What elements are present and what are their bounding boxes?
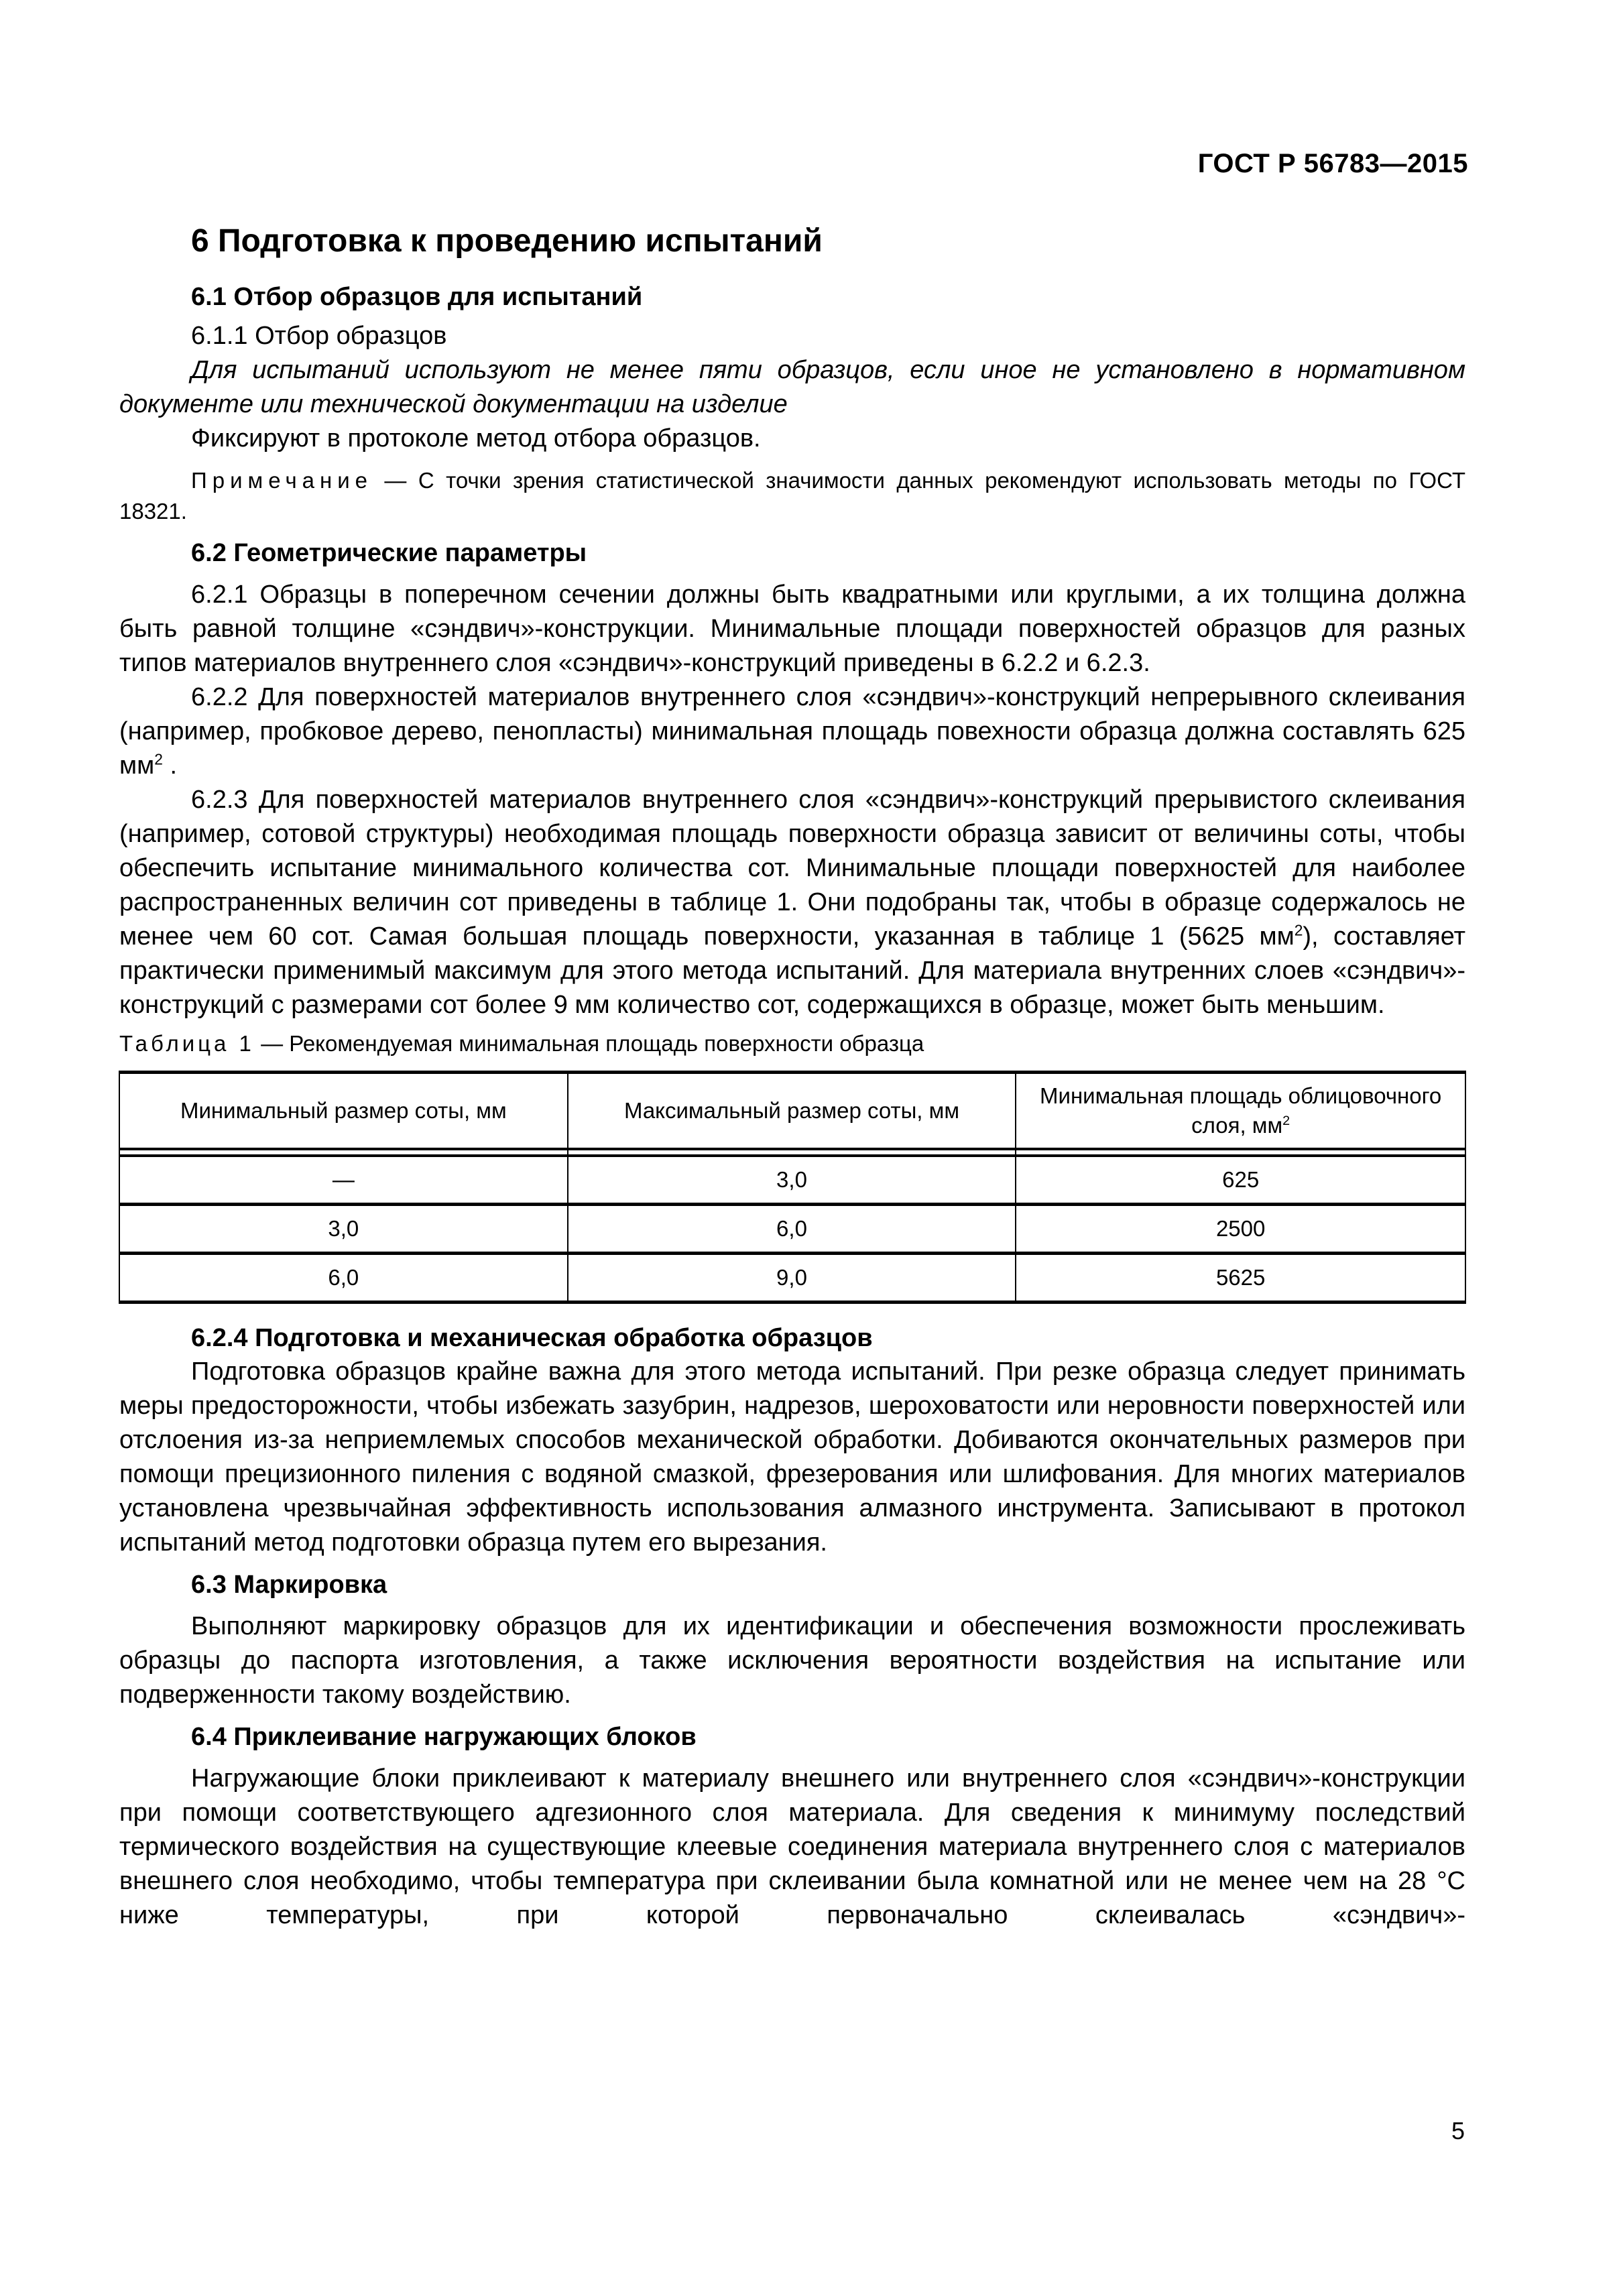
table-1-caption — [119, 1029, 1465, 1059]
table-cell: 6,0 — [119, 1254, 568, 1303]
note — [119, 465, 1465, 527]
table-cell: 9,0 — [568, 1254, 1016, 1303]
table-row — [119, 1254, 1465, 1303]
table-cell: 3,0 — [119, 1205, 568, 1254]
section-6-title: 6 Подготовка к проведению испытаний — [191, 223, 823, 259]
paragraph-6-2-1: 6.2.1 Образцы в поперечном сечении должны быть квадратными или круглыми, а их толщина должна быть равной толщине «сэндвич»-конструкции. Минимальные площади поверхностей образцов для разных типов материалов внутреннего слоя «сэндвич»-конструкций приведены в 6.2.2 и 6.2.3. — [119, 581, 1465, 677]
sampling-italic-text: Для испытаний используют не менее пяти образцов, если иное не установлено в нормативном документе или технической документации на изделие — [119, 356, 1465, 418]
superscript: 2 — [1294, 921, 1303, 939]
table-cell: 6,0 — [568, 1205, 1016, 1254]
section-6-3-title: 6.3 Маркировка — [191, 1571, 387, 1599]
subsection-6-1-1-title: 6.1.1 Отбор образцов — [191, 322, 447, 350]
table-row — [119, 1205, 1465, 1254]
paragraph-6-2-3-end: ), составляет практически применимый максимум для этого метода испытаний. Для материала внутренних слоев «сэндвич»-конструкций с размерами сот более 9 мм количество сот, содержащихся в образце, может быть меньшим. — [119, 922, 1465, 1019]
paragraph-6-3: Выполняют маркировку образцов для их идентификации и обеспечения возможности прослеживать образцы до паспорта изготовления, а также исключения вероятности воздействия на испытание или подверженности такому воздействию. — [119, 1612, 1465, 1709]
page-number: 5 — [1451, 2117, 1465, 2144]
paragraph-6-2-2 — [119, 680, 1465, 783]
column-header-min-area — [1016, 1073, 1465, 1150]
note-text: — С точки зрения статистической значимости данных рекомендуют использовать методы по ГОСТ 18321. — [119, 468, 1465, 524]
section-6-4-title: 6.4 Приклеивание нагружающих блоков — [191, 1723, 697, 1751]
section-6-1-title: 6.1 Отбор образцов для испытаний — [191, 283, 643, 311]
subsection-6-2-4-title: 6.2.4 Подготовка и механическая обработка образцов — [191, 1324, 873, 1352]
paragraph-6-2-2-text: 6.2.2 Для поверхностей материалов внутреннего слоя «сэндвич»-конструкций непрерывного склеивания (например, пробковое дерево, пенопласты) минимальная площадь повехности образца должна составлять 625 мм — [119, 683, 1465, 780]
superscript: 2 — [154, 750, 163, 768]
table-1 — [119, 1071, 1466, 1304]
table-caption-text: — Рекомендуемая минимальная площадь поверхности образца — [254, 1031, 924, 1056]
table-caption-label: Таблица 1 — [119, 1031, 255, 1056]
table-cell: 3,0 — [568, 1156, 1016, 1205]
table-cell: 2500 — [1016, 1205, 1465, 1254]
paragraph-6-2-4: Подготовка образцов крайне важна для этого метода испытаний. При резке образца следует принимать меры предосторожности, чтобы избежать зазубрин, надрезов, шероховатости или неровности поверхностей или отслоения из-за неприемлемых способов механической обработки. Добиваются окончательных размеров при помощи прецизионного пиления с водяной смазкой, фрезерования или шлифования. Для многих материалов установлена чрезвычайная эффективность использования алмазного инструмента. Записывают в протокол испытаний метод подготовки образца путем его вырезания. — [119, 1357, 1465, 1557]
section-6-2-title: 6.2 Геометрические параметры — [191, 539, 587, 567]
header-text: Минимальная площадь облицовочного слоя, мм — [1040, 1083, 1442, 1138]
column-header-min-cell-size: Минимальный размер соты, мм — [119, 1073, 568, 1150]
sampling-text: Фиксируют в протоколе метод отбора образцов. — [191, 424, 761, 452]
note-label: Примечание — [191, 468, 373, 493]
header-separator — [119, 1149, 1465, 1156]
document-id: ГОСТ Р 56783—2015 — [1197, 149, 1468, 178]
paragraph-6-2-3-text: 6.2.3 Для поверхностей материалов внутреннего слоя «сэндвич»-конструкций прерывистого склеивания (например, сотовой структуры) необходимая площадь поверхности образца зависит от величины соты, чтобы обеспечить испытание минимального количества сот. Минимальные площади поверхностей для наиболее распространенных величин сот приведены в таблице 1. Они подобраны так, чтобы в образце содержалось не менее чем 60 сот. Самая большая площадь поверхности, указанная в таблице 1 (5625 мм — [119, 786, 1465, 951]
paragraph-6-2-2-end: . — [162, 751, 178, 780]
table-cell: 5625 — [1016, 1254, 1465, 1303]
paragraph-6-4: Нагружающие блоки приклеивают к материалу внешнего или внутреннего слоя «сэндвич»-конструкции при помощи соответствующего адгезионного слоя материала. Для сведения к минимуму последствий термического воздействия на существующие клеевые соединения материала внутреннего слоя с материалов внешнего слоя необходимо, чтобы температура при склеивании была комнатной или не менее чем на 28 °С ниже температуры, при которой первоначально склеивалась «сэндвич»- — [119, 1764, 1465, 1929]
table-row — [119, 1156, 1465, 1205]
column-header-max-cell-size: Максимальный размер соты, мм — [568, 1073, 1016, 1150]
page-content — [119, 221, 1465, 1933]
table-cell: 625 — [1016, 1156, 1465, 1205]
paragraph-6-2-3 — [119, 783, 1465, 1022]
table-cell: — — [119, 1156, 568, 1205]
table-header-row — [119, 1073, 1465, 1150]
superscript: 2 — [1282, 1113, 1290, 1128]
